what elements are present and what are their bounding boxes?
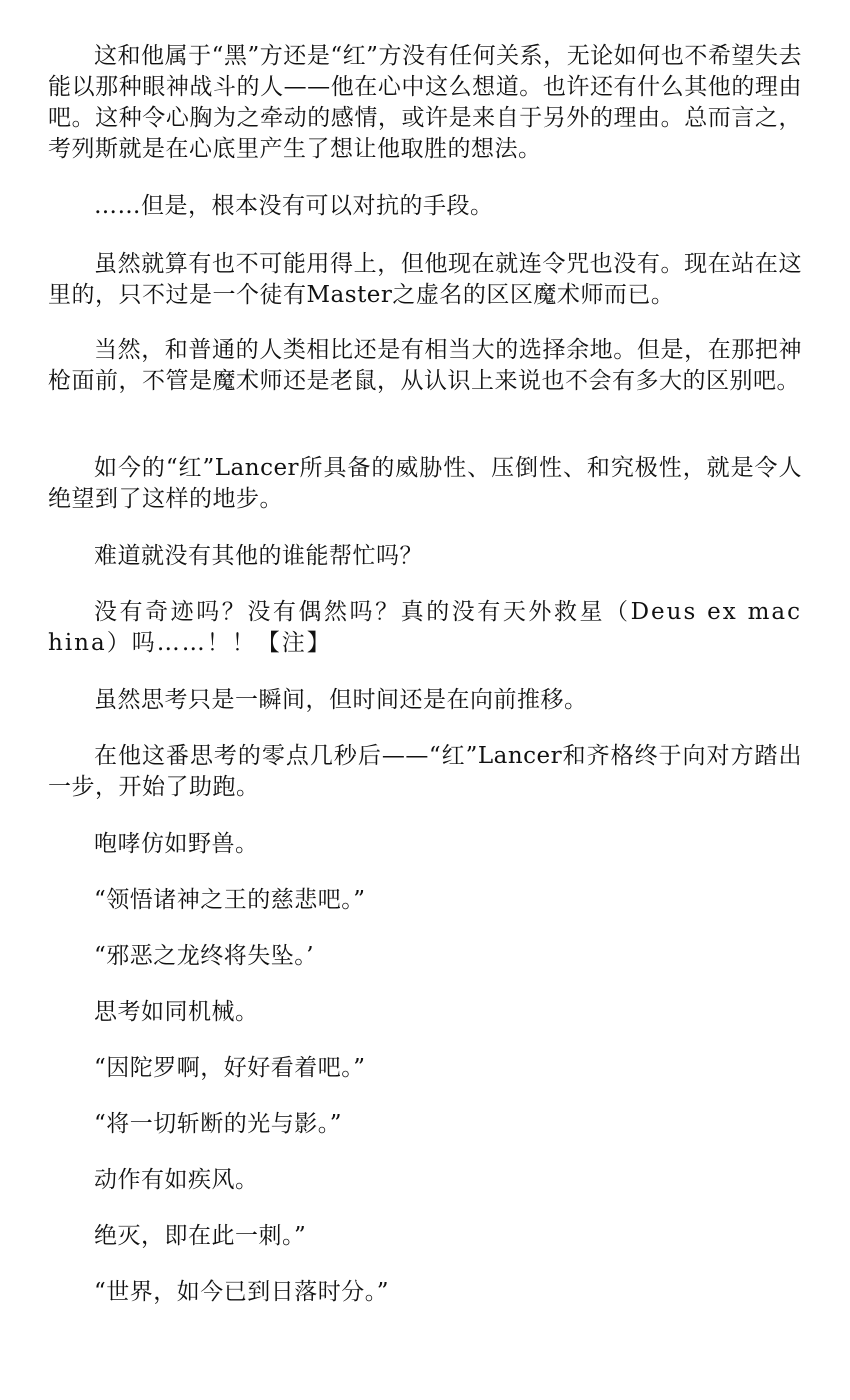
paragraph: “邪恶之龙终将失坠。’: [94, 943, 315, 969]
paragraph: 绝灭，即在此一刺。”: [94, 1223, 307, 1249]
paragraph: ……但是，根本没有可以对抗的手段。: [94, 193, 494, 219]
paragraph: 思考如同机械。: [94, 999, 259, 1025]
paragraph: “世界，如今已到日落时分。”: [94, 1279, 390, 1305]
paragraph: 在他这番思考的零点几秒后——“红”Lancer和齐格终于向对方踏出一步，开始了助跑。: [48, 743, 802, 800]
paragraph: “因陀罗啊，好好看着吧。”: [94, 1055, 366, 1081]
paragraph: 当然，和普通的人类相比还是有相当大的选择余地。但是，在那把神枪面前，不管是魔术师还是老鼠，从认识上来说也不会有多大的区别吧。: [48, 337, 802, 394]
paragraph: “将一切斩断的光与影。”: [94, 1111, 343, 1137]
paragraph: 这和他属于“黑”方还是“红”方没有任何关系，无论如何也不希望失去能以那种眼神战斗的人——他在心中这么想道。也许还有什么其他的理由吧。这种令心胸为之牵动的感情，或许是来自于另外的理由。总而言之，考列斯就是在心底里产生了想让他取胜的想法。: [48, 43, 802, 162]
paragraph: 虽然就算有也不可能用得上，但他现在就连令咒也没有。现在站在这里的，只不过是一个徒有Master之虚名的区区魔术师而已。: [48, 251, 802, 308]
paragraph: 如今的“红”Lancer所具备的威胁性、压倒性、和究极性，就是令人绝望到了这样的地步。: [48, 455, 802, 512]
paragraph: “领悟诸神之王的慈悲吧。”: [94, 887, 366, 913]
paragraph: 动作有如疾风。: [94, 1167, 259, 1193]
paragraph: 虽然思考只是一瞬间，但时间还是在向前推移。: [94, 687, 588, 713]
paragraph: 咆哮仿如野兽。: [94, 831, 259, 857]
paragraph: 难道就没有其他的谁能帮忙吗？: [94, 543, 423, 569]
paragraph: 没有奇迹吗？没有偶然吗？真的没有天外救星（Deus ex machina）吗……！！【注】: [48, 599, 802, 656]
